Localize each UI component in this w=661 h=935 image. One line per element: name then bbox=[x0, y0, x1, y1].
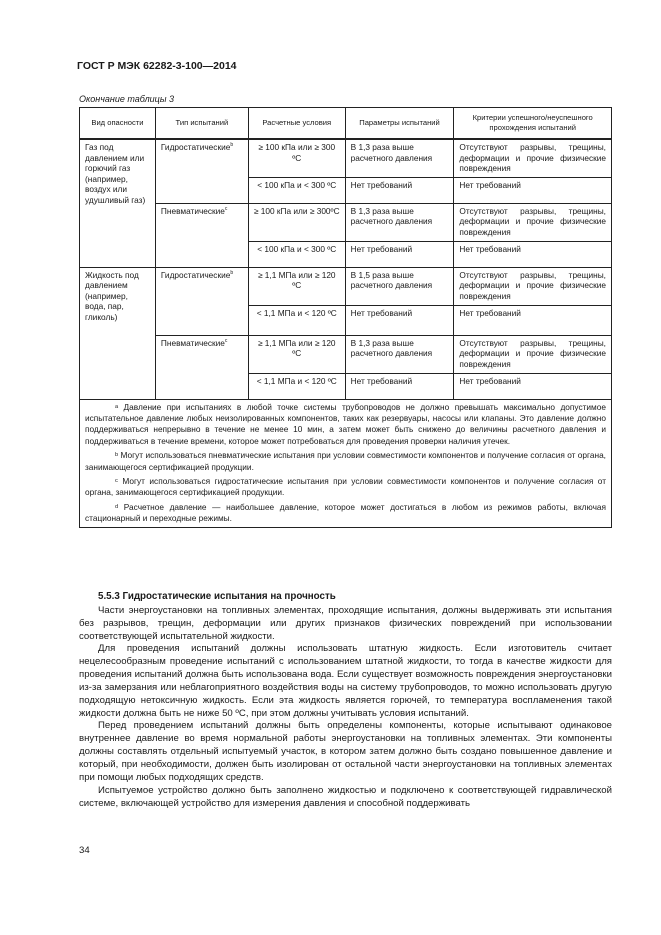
criteria-cell: Отсутствуют разрывы, трещины, деформации и прочие физические повреждения bbox=[454, 267, 612, 305]
condition-cell: ≥ 1,1 МПа или ≥ 120 ºC bbox=[248, 335, 345, 373]
test-table bbox=[79, 107, 612, 528]
test-type-pneumatic bbox=[155, 203, 248, 267]
table-header-row bbox=[80, 108, 612, 140]
page-number: 34 bbox=[79, 845, 90, 856]
criteria-cell: Нет требований bbox=[454, 305, 612, 335]
parameter-cell: Нет требований bbox=[345, 241, 454, 267]
parameter-cell: Нет требований bbox=[345, 305, 454, 335]
table-notes bbox=[80, 399, 612, 527]
parameter-cell: Нет требований bbox=[345, 177, 454, 203]
footnote-ref: b bbox=[230, 269, 234, 276]
condition-cell: ≥ 100 кПа или ≥ 300ºC bbox=[248, 203, 345, 241]
col-header-hazard: Вид опасности bbox=[80, 108, 156, 140]
criteria-cell: Нет требований bbox=[454, 241, 612, 267]
paragraph: Части энергоустановки на топливных элементах, проходящие испытания, должны выдерживать эти испытания без разрывов, трещин, деформации или других признаков физических повреждений при использовании соответствующей испытательной жидкости. bbox=[79, 604, 612, 642]
table-notes-row bbox=[80, 399, 612, 527]
hazard-liquid: Жидкость под давлением (например, вода, пар, гликоль) bbox=[80, 267, 156, 399]
parameter-cell: Нет требований bbox=[345, 373, 454, 399]
condition-cell: < 1,1 МПа и < 120 ºC bbox=[248, 373, 345, 399]
parameter-cell: В 1,3 раза выше расчетного давления bbox=[345, 139, 454, 177]
condition-cell: ≥ 100 кПа или ≥ 300 ºC bbox=[248, 139, 345, 177]
condition-cell: ≥ 1,1 МПа или ≥ 120 ºC bbox=[248, 267, 345, 305]
table-note: ᶜ Могут использоваться гидростатические испытания при условии совместимости компонентов и получение согласия от органа, занимающегося сертификацией продукции. bbox=[85, 475, 606, 498]
table-note: ᵇ Могут использоваться пневматические испытания при условии совместимости компонентов и получение согласия от органа, занимающегося сертификацией продукции. bbox=[85, 450, 606, 472]
test-type-label: Пневматические bbox=[160, 337, 225, 348]
section-heading: 5.5.3 Гидростатические испытания на прочность bbox=[98, 591, 336, 602]
table-row bbox=[80, 335, 612, 373]
hazard-gas: Газ под давлением или горючий газ (например, воздух или удушливый газ) bbox=[80, 139, 156, 267]
paragraph: Для проведения испытаний должны использовать штатную жидкость. Если изготовитель считает нецелесообразным проведение испытаний с использованием штатной жидкости, то тогда в качестве жидкости для проведения испытаний должна быть использована вода. Если существует возможность повреждения энергоустановки из-за замерзания или неблагоприятного воздействия воды на систему трубопроводов, то можно использовать другую подходящую нетоксичную жидкость. Если эта жидкость является горючей, то температура воспламенения такой жидкости должна быть не ниже 50 ºC, при этом должны учитывать условия испытаний. bbox=[79, 643, 612, 719]
table-caption: Окончание таблицы 3 bbox=[79, 94, 174, 104]
parameter-cell: В 1,5 раза выше расчетного давления bbox=[345, 267, 454, 305]
condition-cell: < 1,1 МПа и < 120 ºC bbox=[248, 305, 345, 335]
table-row bbox=[80, 267, 612, 305]
col-header-parameters: Параметры испытаний bbox=[345, 108, 454, 140]
test-type-label: Гидростатические bbox=[160, 269, 231, 280]
col-header-criteria: Критерии успешного/неуспешного прохождения испытаний bbox=[454, 108, 612, 140]
table-note: ᵃ Давление при испытаниях в любой точке системы трубопроводов не должно превышать максимально допустимое испытательное давление любых неизолированных компонентов, таких как резервуары, насосы или клапаны. Это давление должно поддерживаться непрерывно в течение не менее 10 мин, а затем может быть снижено до величины расчетного давления и поддерживаться в течение времени, которое может потребоваться для проведения проверки наличия утечек. bbox=[85, 401, 606, 446]
table-row bbox=[80, 139, 612, 177]
condition-cell: < 100 кПа и < 300 ºC bbox=[248, 241, 345, 267]
test-type-label: Пневматические bbox=[160, 205, 225, 216]
condition-cell: < 100 кПа и < 300 ºC bbox=[248, 177, 345, 203]
parameter-cell: В 1,3 раза выше расчетного давления bbox=[345, 335, 454, 373]
section-body bbox=[79, 591, 612, 810]
test-type-hydrostatic bbox=[155, 139, 248, 203]
criteria-cell: Нет требований bbox=[454, 373, 612, 399]
criteria-cell: Нет требований bbox=[454, 177, 612, 203]
paragraph: Перед проведением испытаний должны быть определены компоненты, которые испытывают одинаковое внутреннее давление во время нормальной работы энергоустановки на топливных элементах. Эти компоненты должны составлять отдельный испытуемый участок, в котором затем должно быть создано повышенное давление и который, при необходимости, должен быть изолирован от остальной части энергоустановки на топливных элементах при помощи любых подходящих средств. bbox=[79, 720, 612, 783]
footnote-ref: c bbox=[224, 337, 228, 344]
table-row bbox=[80, 203, 612, 241]
test-type-label: Гидростатические bbox=[160, 142, 231, 152]
col-header-test-type: Тип испытаний bbox=[155, 108, 248, 140]
document-header: ГОСТ Р МЭК 62282-3-100—2014 bbox=[77, 60, 237, 72]
footnote-ref: c bbox=[224, 205, 228, 212]
test-type-pneumatic bbox=[155, 335, 248, 399]
table-note: ᵈ Расчетное давление — наибольшее давление, которое может достигаться в любом из режимов работы, включая стационарный и переходные режимы. bbox=[85, 501, 606, 524]
test-type-hydrostatic bbox=[155, 267, 248, 335]
criteria-cell: Отсутствуют разрывы, трещины, деформации и прочие физические повреждения bbox=[454, 203, 612, 241]
criteria-cell: Отсутствуют разрывы, трещины, деформации и прочие физические повреждения bbox=[454, 335, 612, 373]
col-header-conditions: Расчетные условия bbox=[248, 108, 345, 140]
paragraph: Испытуемое устройство должно быть заполнено жидкостью и подключено к соответствующей гидравлической системе, включающей устройство для измерения давления и способной поддерживать bbox=[79, 784, 612, 809]
parameter-cell: В 1,3 раза выше расчетного давления bbox=[345, 203, 454, 241]
criteria-cell: Отсутствуют разрывы, трещины, деформации и прочие физические повреждения bbox=[454, 139, 612, 177]
footnote-ref: b bbox=[230, 142, 234, 149]
